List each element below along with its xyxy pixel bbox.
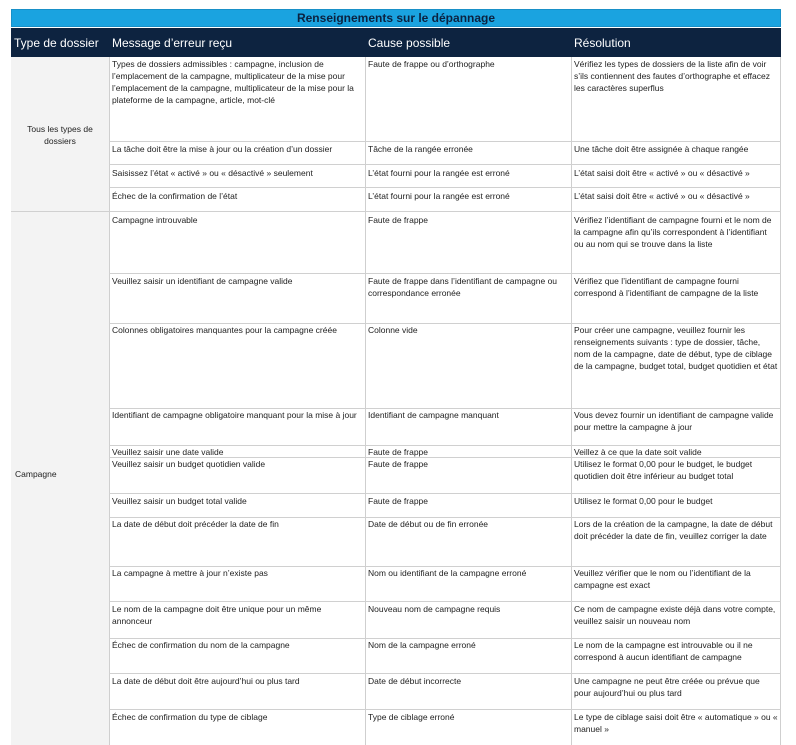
header-message: Message d’erreur reçu bbox=[112, 36, 233, 50]
row-6-resolution: Pour créer une campagne, veuillez fournir les renseignements suivants : type de dossier, tâche, nom de la campagne, date de début, type de ciblage de la campagne, budget total, budget quotidien et état bbox=[574, 325, 778, 371]
row-divider bbox=[109, 141, 781, 142]
row-4-message: Campagne introuvable bbox=[112, 215, 198, 225]
row-8-resolution: Veillez à ce que la date soit valide bbox=[574, 447, 702, 457]
row-14-cause: Nom de la campagne erroné bbox=[368, 640, 476, 650]
table-title: Renseignements sur le dépannage bbox=[11, 9, 781, 27]
header-resolution: Résolution bbox=[574, 36, 631, 50]
table-header-row bbox=[11, 28, 781, 57]
header-cause: Cause possible bbox=[368, 36, 451, 50]
row-12-message: La campagne à mettre à jour n’existe pas bbox=[112, 568, 268, 578]
row-10-cause: Faute de frappe bbox=[368, 496, 429, 506]
row-7-cause: Identifiant de campagne manquant bbox=[368, 410, 499, 420]
row-divider bbox=[109, 673, 781, 674]
column-divider bbox=[571, 57, 572, 745]
row-3-message: Échec de la confirmation de l’état bbox=[112, 191, 238, 201]
row-13-cause: Nouveau nom de campagne requis bbox=[368, 604, 501, 614]
group-label-campaign: Campagne bbox=[15, 469, 57, 479]
row-divider bbox=[109, 493, 781, 494]
row-9-resolution: Utilisez le format 0,00 pour le budget, le budget quotidien doit être inférieur au budget total bbox=[574, 459, 753, 481]
row-7-message: Identifiant de campagne obligatoire manquant pour la mise à jour bbox=[112, 410, 357, 420]
row-5-message: Veuillez saisir un identifiant de campagne valide bbox=[112, 276, 293, 286]
row-15-resolution: Une campagne ne peut être créée ou prévue que pour aujourd’hui ou plus tard bbox=[574, 676, 760, 698]
row-6-message: Colonnes obligatoires manquantes pour la campagne créée bbox=[112, 325, 337, 335]
row-divider bbox=[109, 164, 781, 165]
column-divider bbox=[109, 57, 110, 745]
row-16-cause: Type de ciblage erroné bbox=[368, 712, 455, 722]
row-12-cause: Nom ou identifiant de la campagne erroné bbox=[368, 568, 527, 578]
row-14-message: Échec de confirmation du nom de la campagne bbox=[112, 640, 290, 650]
row-0-resolution: Vérifiez les types de dossiers de la liste afin de voir s’ils contiennent des fautes d’orthographe et effacez les caractères superflus bbox=[574, 59, 770, 93]
row-13-message: Le nom de la campagne doit être unique pour un même annonceur bbox=[112, 604, 322, 626]
row-0-cause: Faute de frappe ou d’orthographe bbox=[368, 59, 495, 69]
row-10-message: Veuillez saisir un budget total valide bbox=[112, 496, 247, 506]
row-2-cause: L’état fourni pour la rangée est erroné bbox=[368, 168, 510, 178]
row-2-resolution: L’état saisi doit être « activé » ou « désactivé » bbox=[574, 168, 750, 178]
row-7-resolution: Vous devez fournir un identifiant de campagne valide pour mettre la campagne à jour bbox=[574, 410, 774, 432]
column-divider bbox=[780, 57, 781, 745]
row-1-cause: Tâche de la rangée erronée bbox=[368, 144, 473, 154]
row-11-cause: Date de début ou de fin erronée bbox=[368, 519, 489, 529]
row-1-resolution: Une tâche doit être assignée à chaque rangée bbox=[574, 144, 749, 154]
row-divider bbox=[109, 273, 781, 274]
header-type: Type de dossier bbox=[14, 36, 99, 50]
row-11-message: La date de début doit précéder la date de fin bbox=[112, 519, 279, 529]
row-2-message: Saisissez l’état « activé » ou « désactivé » seulement bbox=[112, 168, 313, 178]
row-16-resolution: Le type de ciblage saisi doit être « automatique » ou « manuel » bbox=[574, 712, 778, 734]
troubleshooting-table bbox=[11, 57, 781, 745]
row-divider bbox=[109, 187, 781, 188]
row-5-resolution: Vérifiez que l’identifiant de campagne fourni correspond à l’identifiant de campagne de la liste bbox=[574, 276, 759, 298]
row-divider bbox=[109, 709, 781, 710]
row-14-resolution: Le nom de la campagne est introuvable ou il ne correspond à aucun identifiant de campagne bbox=[574, 640, 753, 662]
row-divider bbox=[109, 601, 781, 602]
row-9-cause: Faute de frappe bbox=[368, 459, 429, 469]
row-8-cause: Faute de frappe bbox=[368, 447, 429, 457]
row-6-cause: Colonne vide bbox=[368, 325, 418, 335]
column-divider bbox=[365, 57, 366, 745]
row-0-message: Types de dossiers admissibles : campagne, inclusion de l’emplacement de la campagne, multiplicateur de la mise pour l’emplacement de la campagne, multiplicateur de la mise pour la plateforme de la campagne, article, mot-clé bbox=[112, 59, 354, 105]
row-8-message: Veuillez saisir une date valide bbox=[112, 447, 224, 457]
row-16-message: Échec de confirmation du type de ciblage bbox=[112, 712, 268, 722]
row-11-resolution: Lors de la création de la campagne, la date de début doit précéder la date de fin, veuillez corriger la date bbox=[574, 519, 773, 541]
row-15-message: La date de début doit être aujourd’hui ou plus tard bbox=[112, 676, 300, 686]
row-3-resolution: L’état saisi doit être « activé » ou « désactivé » bbox=[574, 191, 750, 201]
group-label-all-types: Tous les types de dossiers bbox=[27, 124, 93, 146]
row-1-message: La tâche doit être la mise à jour ou la création d’un dossier bbox=[112, 144, 333, 154]
group-divider bbox=[11, 211, 781, 212]
row-13-resolution: Ce nom de campagne existe déjà dans votre compte, veuillez saisir un nouveau nom bbox=[574, 604, 776, 626]
row-5-cause: Faute de frappe dans l’identifiant de campagne ou correspondance erronée bbox=[368, 276, 558, 298]
row-12-resolution: Veuillez vérifier que le nom ou l’identifiant de la campagne est exact bbox=[574, 568, 751, 590]
row-3-cause: L’état fourni pour la rangée est erroné bbox=[368, 191, 510, 201]
row-9-message: Veuillez saisir un budget quotidien valide bbox=[112, 459, 266, 469]
row-4-resolution: Vérifiez l’identifiant de campagne fourni et le nom de la campagne afin qu’ils correspondent à l’identifiant ou au nom qui se trouve dans la liste bbox=[574, 215, 772, 249]
row-15-cause: Date de début incorrecte bbox=[368, 676, 462, 686]
row-4-cause: Faute de frappe bbox=[368, 215, 429, 225]
row-10-resolution: Utilisez le format 0,00 pour le budget bbox=[574, 496, 713, 506]
